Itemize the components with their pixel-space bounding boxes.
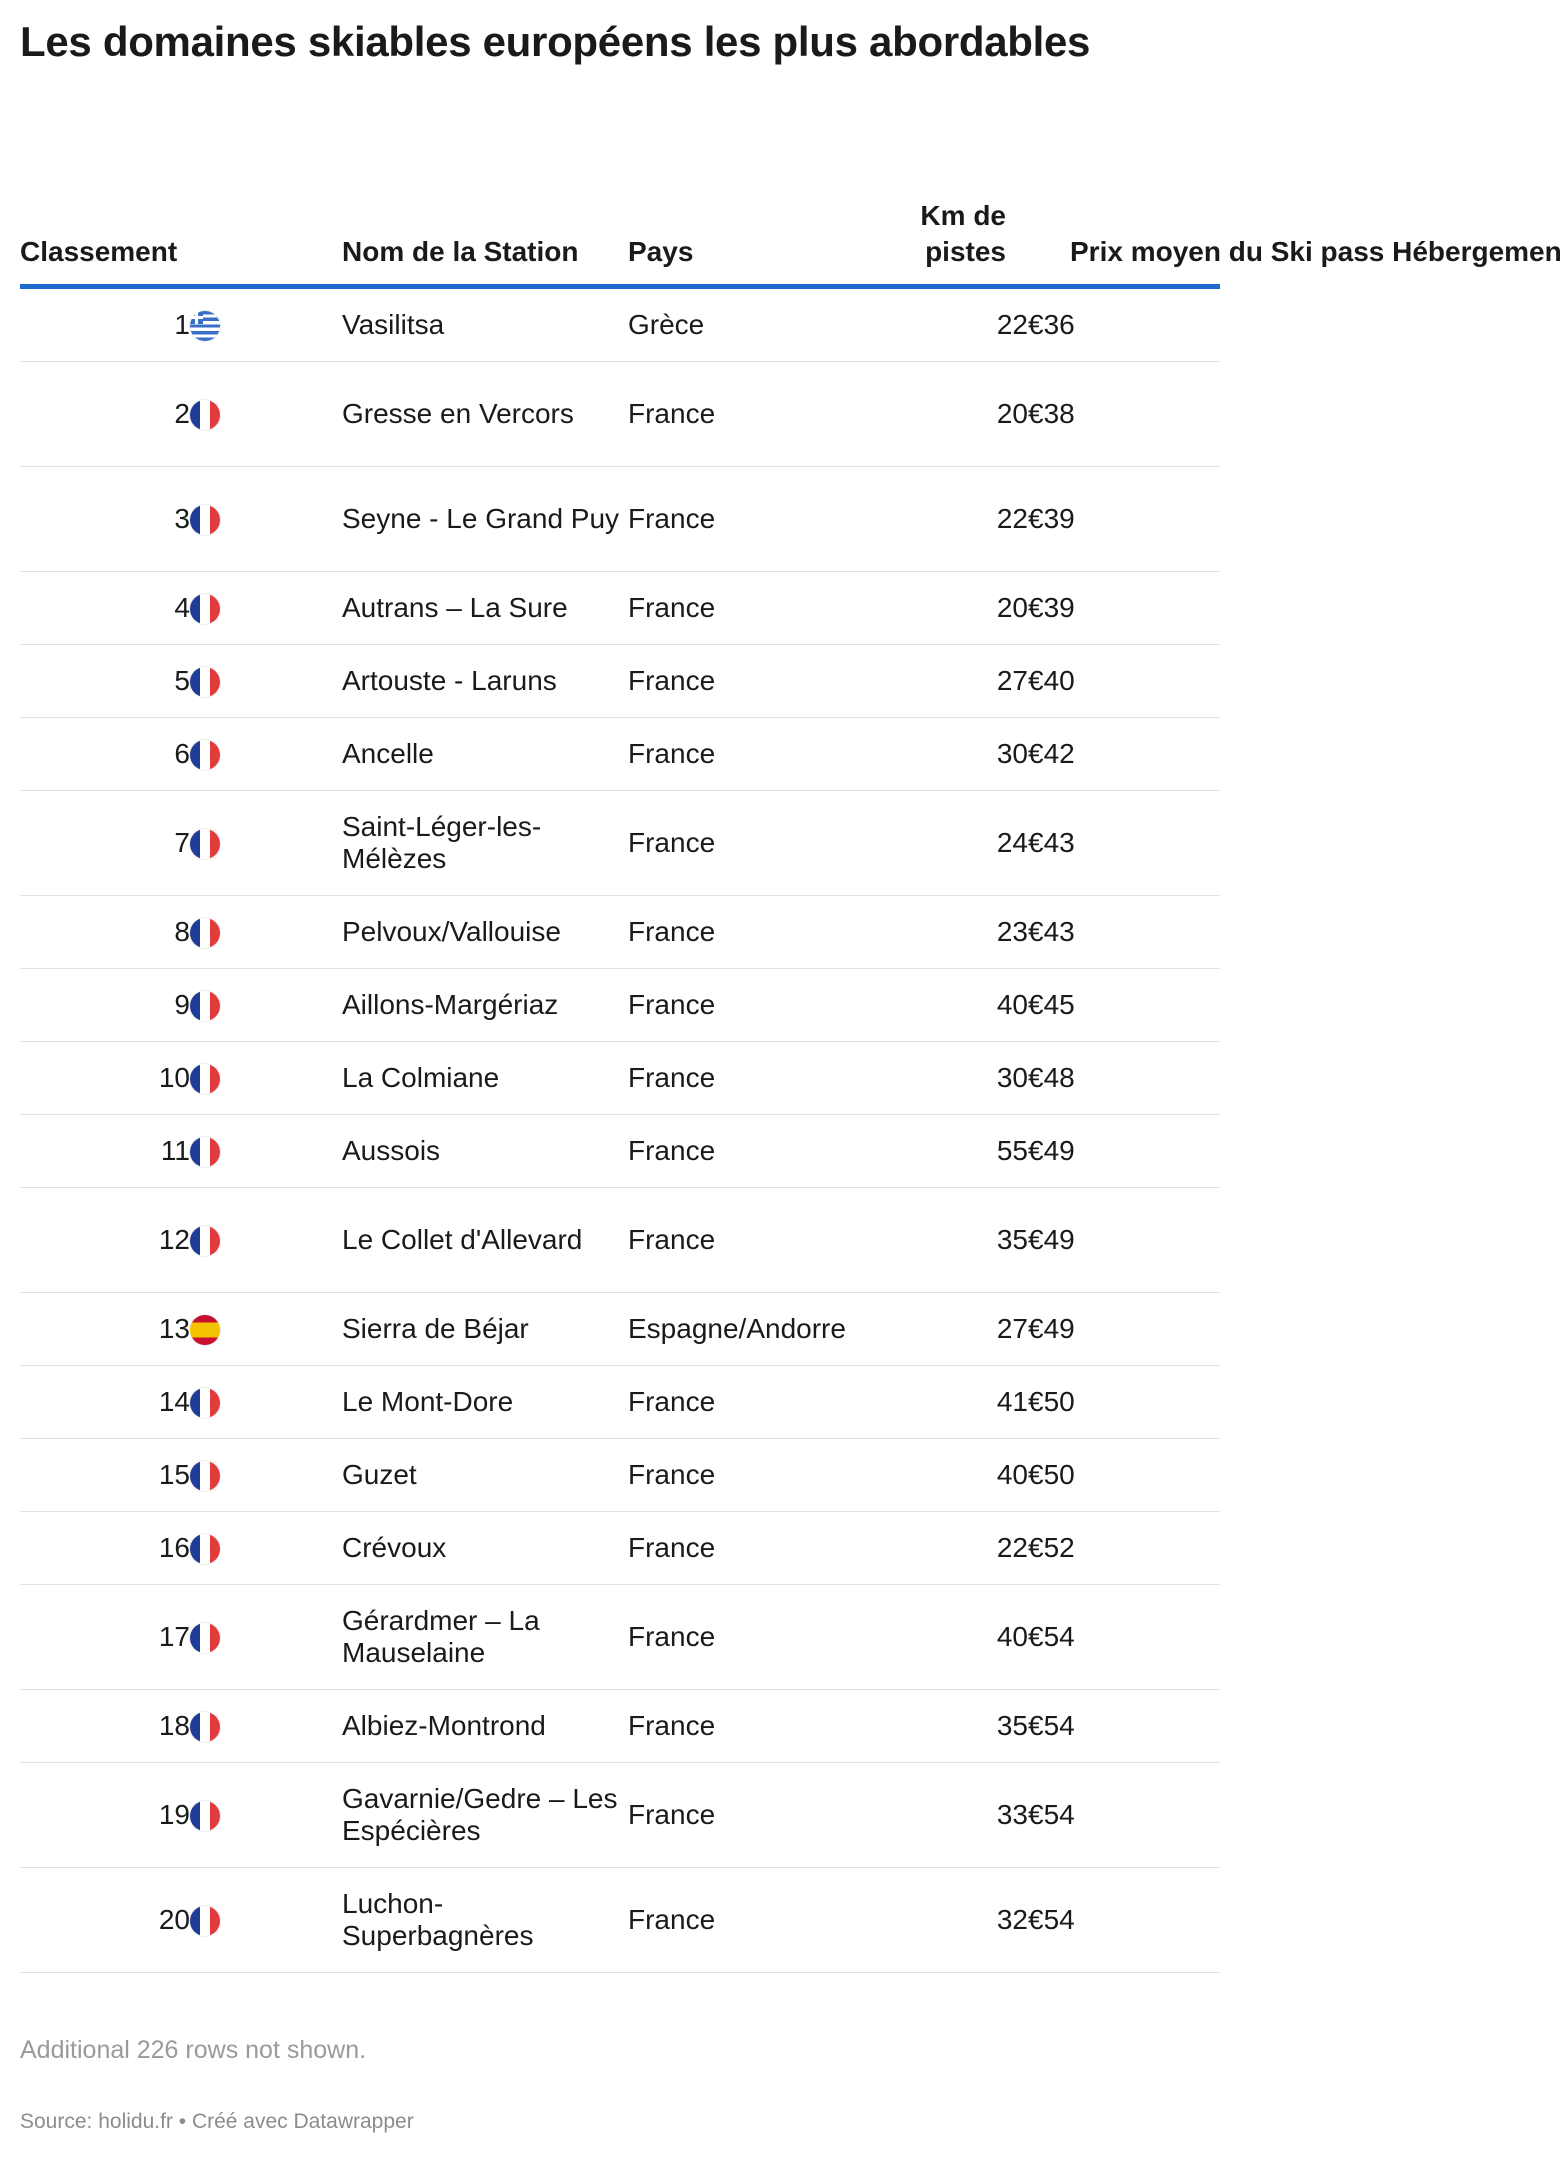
price-cell: €43 (1028, 896, 1220, 969)
rank-cell: 17 (20, 1585, 190, 1690)
flag-cell (190, 1293, 342, 1366)
country-cell: France (628, 1512, 888, 1585)
price-cell: €39 (1028, 572, 1220, 645)
france-flag-icon (190, 1906, 220, 1936)
country-cell: France (628, 467, 888, 572)
table-row (20, 1188, 1220, 1293)
station-name-cell: Sierra de Béjar (342, 1293, 628, 1366)
table-row (20, 1042, 1220, 1115)
flag-cell (190, 1512, 342, 1585)
table-row (20, 467, 1220, 572)
table-row (20, 1439, 1220, 1512)
rank-cell: 14 (20, 1366, 190, 1439)
km-pistes-cell: 20 (888, 362, 1028, 467)
france-flag-icon (190, 594, 220, 624)
station-name-cell: Le Collet d'Allevard (342, 1188, 628, 1293)
flag-cell (190, 791, 342, 896)
station-name-cell: Gavarnie/Gedre – Les Espécières (342, 1763, 628, 1868)
km-pistes-cell: 32 (888, 1868, 1028, 1973)
france-flag-icon (190, 740, 220, 770)
flag-cell (190, 572, 342, 645)
rank-cell: 12 (20, 1188, 190, 1293)
france-flag-icon (190, 1801, 220, 1831)
km-pistes-cell: 35 (888, 1690, 1028, 1763)
country-cell: France (628, 1366, 888, 1439)
table-row (20, 1585, 1220, 1690)
column-header-country[interactable]: Pays (628, 190, 888, 287)
price-cell: €39 (1028, 467, 1220, 572)
rank-cell: 20 (20, 1868, 190, 1973)
km-pistes-cell: 22 (888, 287, 1028, 362)
france-flag-icon (190, 667, 220, 697)
flag-cell (190, 1115, 342, 1188)
column-header-rank[interactable]: Classement (20, 190, 190, 287)
rank-cell: 19 (20, 1763, 190, 1868)
station-name-cell: Autrans – La Sure (342, 572, 628, 645)
country-cell: France (628, 718, 888, 791)
country-cell: France (628, 1439, 888, 1512)
table-row (20, 718, 1220, 791)
km-pistes-cell: 30 (888, 718, 1028, 791)
km-pistes-cell: 27 (888, 645, 1028, 718)
country-cell: France (628, 1763, 888, 1868)
price-cell: €36 (1028, 287, 1220, 362)
station-name-cell: Le Mont-Dore (342, 1366, 628, 1439)
flag-cell (190, 362, 342, 467)
price-cell: €54 (1028, 1763, 1220, 1868)
rank-cell: 6 (20, 718, 190, 791)
station-name-cell: La Colmiane (342, 1042, 628, 1115)
table-body (20, 287, 1220, 1973)
france-flag-icon (190, 829, 220, 859)
rows-hidden-note: Additional 226 rows not shown. (20, 2036, 367, 2064)
table-row (20, 362, 1220, 467)
flag-cell (190, 1439, 342, 1512)
france-flag-icon (190, 918, 220, 948)
table-header-row (20, 190, 1220, 287)
table-row (20, 1366, 1220, 1439)
table-row (20, 1115, 1220, 1188)
rank-cell: 1 (20, 287, 190, 362)
station-name-cell: Saint-Léger-les-Mélèzes (342, 791, 628, 896)
country-cell: France (628, 645, 888, 718)
rank-cell: 2 (20, 362, 190, 467)
france-flag-icon (190, 400, 220, 430)
country-cell: France (628, 791, 888, 896)
flag-cell (190, 1763, 342, 1868)
flag-cell (190, 1188, 342, 1293)
km-pistes-cell: 27 (888, 1293, 1028, 1366)
country-cell: France (628, 1868, 888, 1973)
france-flag-icon (190, 1623, 220, 1653)
rank-cell: 9 (20, 969, 190, 1042)
station-name-cell: Aussois (342, 1115, 628, 1188)
rank-cell: 5 (20, 645, 190, 718)
km-pistes-cell: 40 (888, 969, 1028, 1042)
column-header-name[interactable]: Nom de la Station (342, 190, 628, 287)
table-row (20, 1512, 1220, 1585)
column-header-price[interactable]: Prix moyen du Ski pass Hébergemen (1028, 190, 1220, 287)
station-name-cell: Crévoux (342, 1512, 628, 1585)
km-pistes-cell: 40 (888, 1585, 1028, 1690)
price-cell: €54 (1028, 1690, 1220, 1763)
france-flag-icon (190, 1712, 220, 1742)
source-credit: Source: holidu.fr • Créé avec Datawrapper (20, 2110, 414, 2133)
table-row (20, 1763, 1220, 1868)
station-name-cell: Albiez-Montrond (342, 1690, 628, 1763)
country-cell: France (628, 572, 888, 645)
price-cell: €50 (1028, 1366, 1220, 1439)
table-row (20, 287, 1220, 362)
table-row (20, 791, 1220, 896)
km-pistes-cell: 35 (888, 1188, 1028, 1293)
country-cell: France (628, 1042, 888, 1115)
station-name-cell: Pelvoux/Vallouise (342, 896, 628, 969)
rank-cell: 16 (20, 1512, 190, 1585)
country-cell: France (628, 1690, 888, 1763)
price-cell: €50 (1028, 1439, 1220, 1512)
country-cell: France (628, 1188, 888, 1293)
france-flag-icon (190, 505, 220, 535)
price-cell: €48 (1028, 1042, 1220, 1115)
price-cell: €52 (1028, 1512, 1220, 1585)
country-cell: France (628, 362, 888, 467)
price-cell: €45 (1028, 969, 1220, 1042)
rank-cell: 15 (20, 1439, 190, 1512)
station-name-cell: Vasilitsa (342, 287, 628, 362)
rank-cell: 3 (20, 467, 190, 572)
table-row (20, 1868, 1220, 1973)
country-cell: Grèce (628, 287, 888, 362)
rank-cell: 4 (20, 572, 190, 645)
table-row (20, 1690, 1220, 1763)
chart-title: Les domaines skiables européens les plus abordables (20, 18, 1091, 65)
table-row (20, 1293, 1220, 1366)
france-flag-icon (190, 1226, 220, 1256)
country-cell: France (628, 896, 888, 969)
table-row (20, 645, 1220, 718)
flag-cell (190, 645, 342, 718)
france-flag-icon (190, 991, 220, 1021)
flag-cell (190, 287, 342, 362)
flag-cell (190, 1868, 342, 1973)
flag-cell (190, 1690, 342, 1763)
km-pistes-cell: 20 (888, 572, 1028, 645)
table-row (20, 896, 1220, 969)
price-cell: €40 (1028, 645, 1220, 718)
price-cell: €54 (1028, 1585, 1220, 1690)
country-cell: France (628, 969, 888, 1042)
km-pistes-cell: 40 (888, 1439, 1028, 1512)
flag-cell (190, 718, 342, 791)
price-cell: €42 (1028, 718, 1220, 791)
price-cell: €43 (1028, 791, 1220, 896)
rank-cell: 18 (20, 1690, 190, 1763)
km-pistes-cell: 22 (888, 467, 1028, 572)
km-pistes-cell: 55 (888, 1115, 1028, 1188)
rank-cell: 10 (20, 1042, 190, 1115)
rank-cell: 11 (20, 1115, 190, 1188)
station-name-cell: Artouste - Laruns (342, 645, 628, 718)
ranking-table (20, 190, 1562, 1973)
column-header-flag (190, 190, 342, 287)
flag-cell (190, 1585, 342, 1690)
france-flag-icon (190, 1534, 220, 1564)
flag-cell (190, 969, 342, 1042)
station-name-cell: Ancelle (342, 718, 628, 791)
greece-flag-icon (190, 311, 220, 341)
station-name-cell: Luchon-Superbagnères (342, 1868, 628, 1973)
spain-flag-icon (190, 1315, 220, 1345)
rank-cell: 13 (20, 1293, 190, 1366)
france-flag-icon (190, 1461, 220, 1491)
france-flag-icon (190, 1388, 220, 1418)
flag-cell (190, 896, 342, 969)
country-cell: France (628, 1115, 888, 1188)
price-cell: €49 (1028, 1293, 1220, 1366)
france-flag-icon (190, 1137, 220, 1167)
km-pistes-cell: 24 (888, 791, 1028, 896)
station-name-cell: Gresse en Vercors (342, 362, 628, 467)
flag-cell (190, 1366, 342, 1439)
flag-cell (190, 467, 342, 572)
km-pistes-cell: 23 (888, 896, 1028, 969)
flag-cell (190, 1042, 342, 1115)
country-cell: France (628, 1585, 888, 1690)
rank-cell: 7 (20, 791, 190, 896)
table-row (20, 572, 1220, 645)
km-pistes-cell: 41 (888, 1366, 1028, 1439)
km-pistes-cell: 22 (888, 1512, 1028, 1585)
station-name-cell: Seyne - Le Grand Puy (342, 467, 628, 572)
rank-cell: 8 (20, 896, 190, 969)
ranking-table-container (20, 190, 1562, 1973)
column-header-km[interactable]: Km de pistes (888, 190, 1028, 287)
price-cell: €54 (1028, 1868, 1220, 1973)
price-cell: €38 (1028, 362, 1220, 467)
table-row (20, 969, 1220, 1042)
country-cell: Espagne/Andorre (628, 1293, 888, 1366)
station-name-cell: Guzet (342, 1439, 628, 1512)
price-cell: €49 (1028, 1115, 1220, 1188)
price-cell: €49 (1028, 1188, 1220, 1293)
station-name-cell: Gérardmer – La Mauselaine (342, 1585, 628, 1690)
km-pistes-cell: 30 (888, 1042, 1028, 1115)
france-flag-icon (190, 1064, 220, 1094)
km-pistes-cell: 33 (888, 1763, 1028, 1868)
station-name-cell: Aillons-Margériaz (342, 969, 628, 1042)
